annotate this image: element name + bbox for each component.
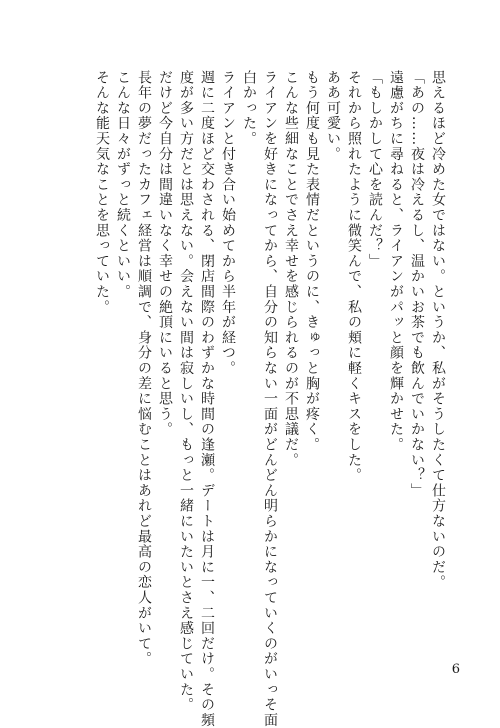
- text-line: 白かった。: [241, 70, 257, 147]
- text-line: こんな些細なことでさえ幸せを感じられるのが不思議だ。: [283, 70, 299, 468]
- text-line: 週に二度ほど交わされる、閉店間際のわずかな時間の逢瀬。デートは月に一、二回だけ。その頻: [199, 70, 215, 728]
- text-line: ライアンを好きになってから、自分の知らない一面がどんどん明らかになっていくのがいっそ面: [262, 70, 278, 728]
- text-line: だけど今自分は間違いなく幸せの絶頂にいると思う。: [157, 70, 173, 438]
- text-line: 「もしかして心を読んだ？」: [367, 70, 383, 269]
- text-line: 度が多い方だとは思えない。会えない間は寂しいし、もっと一緒にいたいとさえ感じていた。: [178, 70, 194, 713]
- text-line: 思えるほど冷めた女ではない。というか、私がそうしたくて仕方ないのだ。: [430, 70, 446, 591]
- text-line: ライアンと付き合い始めてから半年が経つ。: [220, 70, 236, 376]
- text-line: ああ可愛い。: [325, 70, 341, 162]
- text-line: 長年の夢だったカフェ経営は順調で、身分の差に悩むことはあれど最高の恋人がいて。: [136, 70, 152, 667]
- text-line: そんな能天気なことを思っていた。: [94, 70, 110, 315]
- text-line: もう何度も見た表情だというのに、きゅっと胸が疼く。: [304, 70, 320, 453]
- text-line: それから照れたように微笑んで、私の頬に軽くキスをした。: [346, 70, 362, 484]
- page-number: 6: [451, 662, 460, 677]
- text-line: こんな日々がずっと続くといい。: [115, 70, 131, 300]
- vertical-text-block: [91, 70, 448, 728]
- text-line: 遠慮がちに尋ねると、ライアンがパッと顔を輝かせた。: [388, 70, 404, 453]
- text-line: 「あの……夜は冷えるし、温かいお茶でも飲んでいかない？」: [409, 70, 425, 499]
